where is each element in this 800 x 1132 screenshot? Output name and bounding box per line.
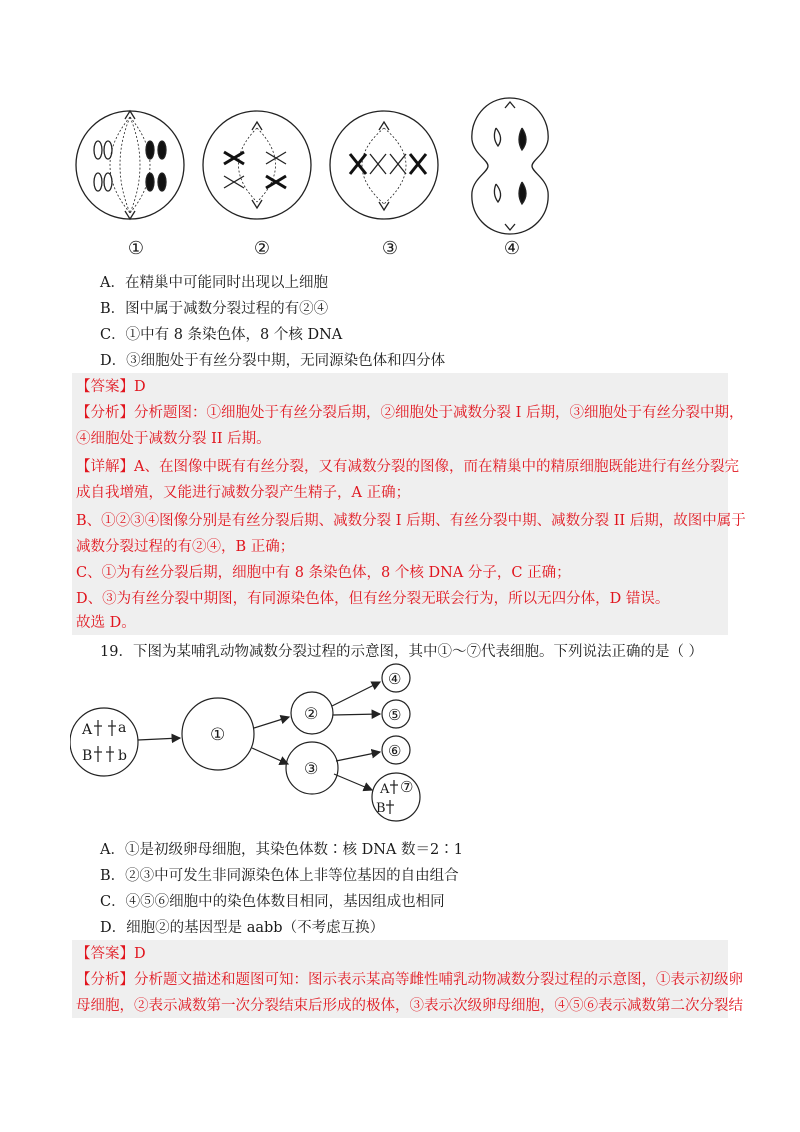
q18-option-c: C．①中有 8 条染色体，8 个核 DNA xyxy=(100,327,343,343)
cell-3-diagram xyxy=(330,111,438,219)
q18-analysis-line-1: 【分析】分析题图：①细胞处于有丝分裂后期，②细胞处于减数分裂 I 后期，③细胞处于有丝分裂中期， xyxy=(76,405,744,421)
start-gene-a-upper: A xyxy=(82,722,93,738)
q19-option-a: A．①是初级卵母细胞，其染色体数∶核 DNA 数＝2∶1 xyxy=(100,842,463,858)
q19-analysis-line-2: 母细胞，②表示减数第一次分裂结束后形成的极体，③表示次级卵母细胞，④⑤⑥表示减数第二次分裂结 xyxy=(76,998,743,1014)
q18-detail-line-5: C、①为有丝分裂后期，细胞中有 8 条染色体，8 个核 DNA 分子，C 正确； xyxy=(76,565,571,581)
cell-label-1: ① xyxy=(127,238,145,259)
cell-3-label: ③ xyxy=(304,759,319,778)
cell-label-2: ② xyxy=(253,238,271,259)
start-gene-b-lower: b xyxy=(118,748,127,764)
start-gene-b-upper: B xyxy=(82,748,93,764)
q18-detail-line-6: D、③为有丝分裂中期图，有同源染色体，但有丝分裂无联会行为，所以无四分体，D 错误。 xyxy=(76,591,670,607)
cell-2-diagram xyxy=(203,111,311,219)
cell-division-figure xyxy=(70,92,570,264)
q19-title: 19．下图为某哺乳动物减数分裂过程的示意图，其中①～⑦代表细胞。下列说法正确的是（ ） xyxy=(100,644,704,660)
q18-detail-line-7: 故选 D。 xyxy=(76,615,136,631)
cell-label-3: ③ xyxy=(381,238,399,259)
q19-flow-svg xyxy=(70,662,440,837)
cell-1-label: ① xyxy=(210,725,226,745)
q18-option-b: B．图中属于减数分裂过程的有②④ xyxy=(100,301,329,317)
start-gene-a-lower: a xyxy=(118,720,127,736)
cell-1-diagram xyxy=(76,111,184,219)
cell-7-label: ⑦ xyxy=(400,778,414,796)
cell-2-label: ② xyxy=(304,704,319,723)
cell-6-label: ⑥ xyxy=(388,742,402,760)
q19-answer: 【答案】D xyxy=(76,946,146,962)
cell-4-diagram xyxy=(472,98,548,234)
cell-7-gene-a: A xyxy=(380,782,390,797)
q19-analysis-line-1: 【分析】分析题文描述和题图可知：图示表示某高等雌性哺乳动物减数分裂过程的示意图，①表示初级卵 xyxy=(76,972,743,988)
cell-label-4: ④ xyxy=(503,238,521,259)
q18-answer: 【答案】D xyxy=(76,379,146,395)
q18-detail-line-3: B、①②③④图像分别是有丝分裂后期、减数分裂 I 后期、有丝分裂中期、减数分裂 II 后期，故图中属于 xyxy=(76,513,746,529)
q19-answer-box xyxy=(72,940,743,1018)
q18-option-a: A．在精巢中可能同时出现以上细胞 xyxy=(100,275,328,291)
q18-detail-line-4: 减数分裂过程的有②④，B 正确； xyxy=(76,539,295,555)
cell-4-label: ④ xyxy=(388,670,402,688)
q19-option-c: C．④⑤⑥细胞中的染色体数目相同，基因组成也相同 xyxy=(100,894,445,910)
q19-flow-diagram xyxy=(70,662,440,837)
q18-detail-line-2: 成自我增殖，又能进行减数分裂产生精子，A 正确； xyxy=(76,485,411,501)
q18-detail-line-1: 【详解】A、在图像中既有有丝分裂，又有减数分裂的图像，而在精巢中的精原细胞既能进行有丝分裂完 xyxy=(76,459,739,475)
q19-option-d: D．细胞②的基因型是 aabb（不考虑互换） xyxy=(100,920,385,936)
cell-7-gene-b: B xyxy=(376,801,386,816)
cell-5-label: ⑤ xyxy=(388,706,402,724)
q18-option-d: D．③细胞处于有丝分裂中期，无同源染色体和四分体 xyxy=(100,353,446,369)
q19-option-b: B．②③中可发生非同源染色体上非等位基因的自由组合 xyxy=(100,868,459,884)
q18-answer-box xyxy=(72,373,746,635)
q18-analysis-line-2: ④细胞处于减数分裂 II 后期。 xyxy=(76,431,271,447)
start-cell xyxy=(70,708,138,776)
